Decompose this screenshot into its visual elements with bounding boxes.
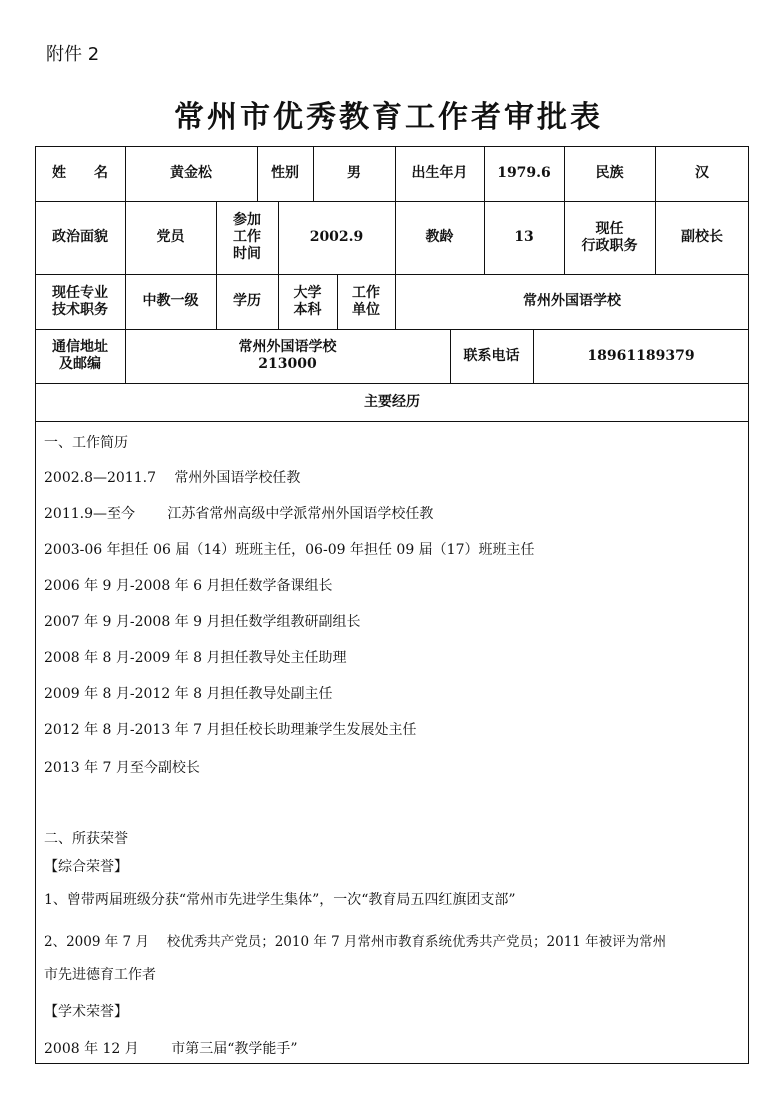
address-label xyxy=(35,329,125,383)
education-value-line: 大学 xyxy=(293,284,322,301)
experience-header: 主要经历 xyxy=(364,393,420,410)
address-value xyxy=(125,329,450,383)
work-heading: 一、工作简历 xyxy=(44,435,128,451)
work-start-label-line: 参加 xyxy=(233,212,261,228)
attachment-label: 附件 2 xyxy=(46,44,100,65)
work-item: 2013 年 7 月至今副校长 xyxy=(44,760,200,776)
work-item: 2009 年 8 月-2012 年 8 月担任教导处副主任 xyxy=(44,686,333,702)
gender-value: 男 xyxy=(347,165,361,181)
general-honor-item: 2、2009 年 7 月 校优秀共产党员；2010 年 7 月常州市教育系统优秀共产党员；2011 年被评为常州 xyxy=(44,934,667,950)
education-label: 学历 xyxy=(233,293,261,309)
position-label-line: 行政职务 xyxy=(581,237,638,254)
position-value: 副校长 xyxy=(681,229,723,245)
page-title: 常州市优秀教育工作者审批表 xyxy=(174,100,603,135)
ethnicity-value: 汉 xyxy=(695,165,709,181)
unit-label xyxy=(337,274,395,329)
honor-heading: 二、所获荣誉 xyxy=(44,831,128,847)
ethnicity-label: 民族 xyxy=(595,165,624,181)
work-item: 2012 年 8 月-2013 年 7 月担任校长助理兼学生发展处主任 xyxy=(44,722,417,738)
work-item: 2007 年 9 月-2008 年 9 月担任数学组教研副组长 xyxy=(44,614,361,630)
postcode: 213000 xyxy=(258,356,317,372)
work-item: 2006 年 9 月-2008 年 6 月担任数学备课组长 xyxy=(44,578,333,594)
phone-value: 18961189379 xyxy=(587,347,695,364)
work-item: 2002.8—2011.7 常州外国语学校任教 xyxy=(44,470,301,486)
teaching-years-label: 教龄 xyxy=(425,229,454,245)
address-label-line: 通信地址 xyxy=(52,339,108,355)
general-honor-item: 市先进德育工作者 xyxy=(44,967,156,983)
prof-title-label-line: 现任专业 xyxy=(52,284,108,301)
work-item: 2003-06 年担任 06 届（14）班班主任，06-09 年担任 09 届（17）班班主任 xyxy=(44,542,535,558)
unit-value: 常州外国语学校 xyxy=(523,293,621,309)
name-value: 黄金松 xyxy=(170,165,212,181)
birth-label: 出生年月 xyxy=(411,165,468,181)
row-divider xyxy=(35,421,749,422)
general-honor-item: 1、曾带两届班级分获“常州市先进学生集体”，一次“教育局五四红旗团支部” xyxy=(44,892,516,908)
academic-honor-heading: 【学术荣誉】 xyxy=(44,1004,128,1020)
phone-label: 联系电话 xyxy=(463,347,520,364)
prof-title-value: 中教一级 xyxy=(142,293,199,309)
gender-label: 性别 xyxy=(271,165,299,181)
work-item: 2008 年 8 月-2009 年 8 月担任教导处主任助理 xyxy=(44,650,347,666)
political-label: 政治面貌 xyxy=(52,229,108,245)
work-start-label-line: 时间 xyxy=(233,246,261,262)
work-item: 2011.9—至今 江苏省常州高级中学派常州外国语学校任教 xyxy=(44,506,434,522)
teaching-years-value: 13 xyxy=(514,229,534,245)
political-value: 党员 xyxy=(156,229,185,245)
education-value-line: 本科 xyxy=(293,301,322,318)
birth-value: 1979.6 xyxy=(497,165,551,181)
unit-label-line: 工作 xyxy=(352,284,380,301)
prof-title-label xyxy=(35,274,125,329)
address-line: 常州外国语学校 xyxy=(238,339,337,355)
position-label xyxy=(564,201,655,274)
work-start-value: 2002.9 xyxy=(309,229,364,245)
academic-honor-item: 2008 年 12 月 市第三届“教学能手” xyxy=(44,1041,298,1057)
unit-label-line: 单位 xyxy=(352,301,380,318)
work-start-label-line: 工作 xyxy=(233,229,261,245)
education-value xyxy=(278,274,337,329)
name-label: 姓 名 xyxy=(52,165,108,181)
position-label-line: 现任 xyxy=(595,220,624,237)
prof-title-label-line: 技术职务 xyxy=(52,301,108,318)
general-honor-heading: 【综合荣誉】 xyxy=(44,859,128,875)
address-label-line: 及邮编 xyxy=(59,356,101,372)
work-start-label xyxy=(216,201,278,274)
